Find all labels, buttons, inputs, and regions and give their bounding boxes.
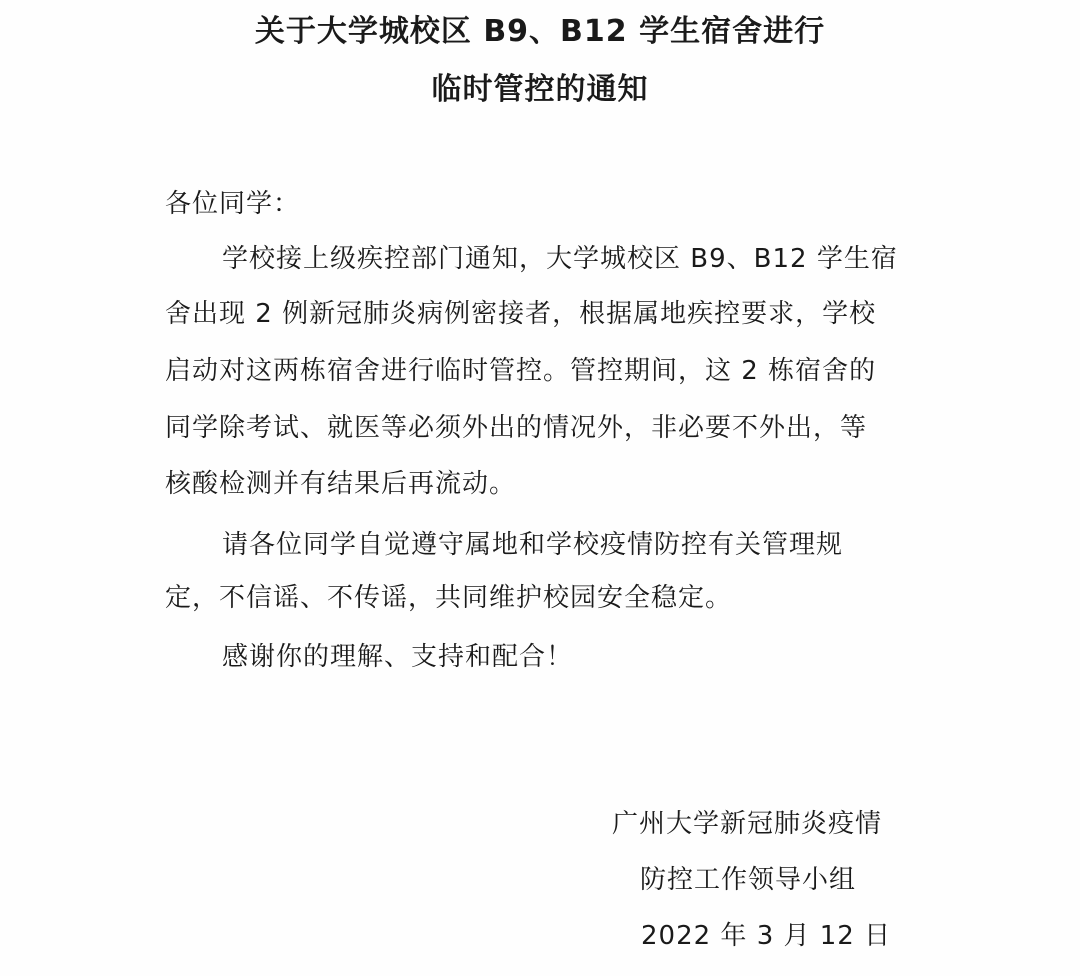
paragraph-1-line-4: 同学除考试、就医等必须外出的情况外，非必要不外出，等: [165, 413, 868, 443]
paragraph-1-line-5: 核酸检测并有结果后再流动。: [165, 469, 517, 499]
paragraph-1-line-3: 启动对这两栋宿舍进行临时管控。管控期间，这 2 栋宿舍的: [165, 356, 877, 386]
signature-organization-line-1: 广州大学新冠肺炎疫情: [612, 809, 883, 839]
notice-title-line-1: 关于大学城校区 B9、B12 学生宿舍进行: [254, 14, 826, 49]
paragraph-1-line-1: 学校接上级疾控部门通知，大学城校区 B9、B12 学生宿: [222, 244, 898, 274]
notice-title-line-2: 临时管控的通知: [431, 72, 649, 107]
paragraph-2-line-1: 请各位同学自觉遵守属地和学校疫情防控有关管理规: [222, 530, 844, 560]
signature-organization-line-2: 防控工作领导小组: [640, 865, 857, 895]
paragraph-2-line-2: 定，不信谣、不传谣，共同维护校园安全稳定。: [165, 583, 733, 613]
signature-date: 2022 年 3 月 12 日: [641, 921, 892, 951]
paragraph-3: 感谢你的理解、支持和配合！: [222, 642, 574, 672]
paragraph-1-line-2: 舍出现 2 例新冠肺炎病例密接者，根据属地疾控要求，学校: [165, 299, 877, 329]
greeting: 各位同学：: [165, 189, 301, 219]
